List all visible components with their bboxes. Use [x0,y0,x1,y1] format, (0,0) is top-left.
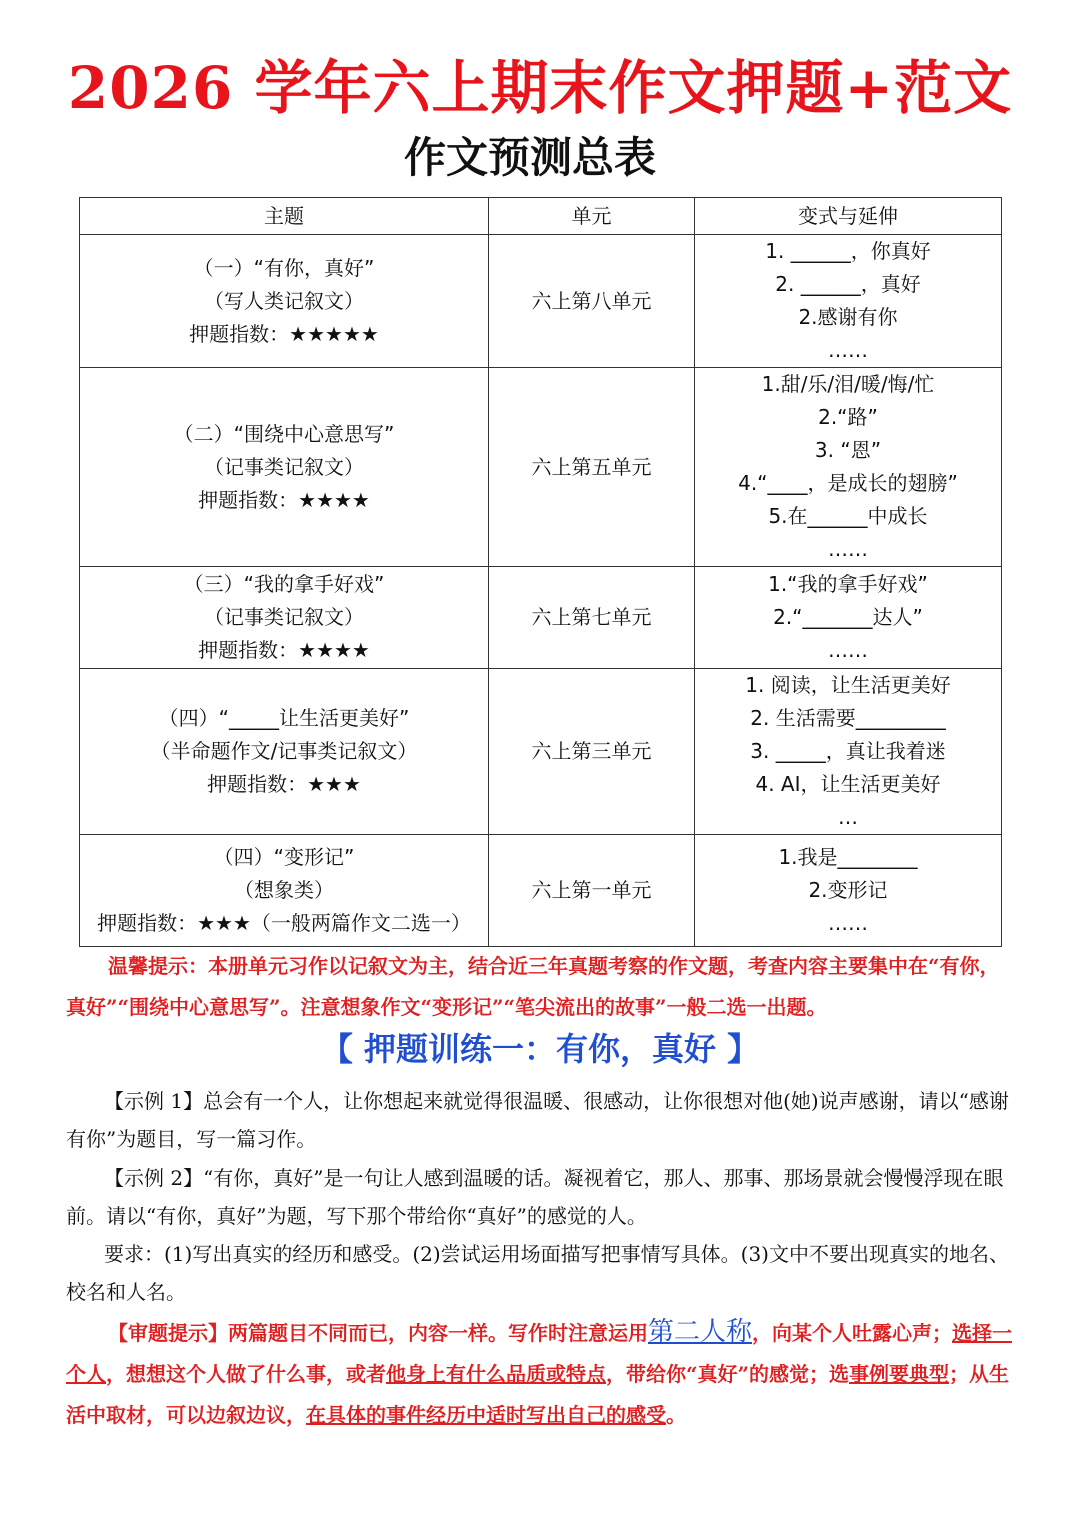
variant-item: 3. “恩” [814,438,882,462]
variant-item: 2. ______，真好 [775,272,921,296]
unit-cell: 六上第三单元 [489,669,695,835]
theme-type: （记事类记叙文） [204,454,364,479]
page-subtitle: 作文预测总表 [403,133,656,182]
theme-title: （四）“_____让生活更美好” [158,706,410,730]
variants-cell [695,835,1002,947]
unit-cell: 六上第一单元 [489,835,695,947]
page-title: 2026 学年六上期末作文押题+范文 [67,54,1013,122]
theme-type: （想象类） [234,878,334,902]
section-title: 【 押题训练一：有你，真好 】 [320,1030,760,1068]
prediction-table [79,197,1002,947]
theme-cell [80,835,489,947]
hint-text: ，向某个人吐露心声； [752,1321,953,1345]
variant-item: 1. ______，你真好 [765,239,931,263]
theme-rating: 押题指数：★★★（一般两篇作文二选一） [97,911,471,935]
variants-cell [695,669,1002,835]
variant-item: …… [828,911,868,935]
hint-underline: 事例要典型 [849,1362,950,1386]
theme-rating: 押题指数：★★★★ [198,638,370,662]
hint-text: ；从生活中取材，可以边叙边议， [66,1362,1010,1427]
table-row [80,669,1002,835]
hint-text: 。 [666,1403,686,1427]
theme-rating: 押题指数：★★★★ [198,487,370,512]
hint-text: ，带给你“真好”的感觉；选 [606,1362,850,1386]
variant-item: 5.在______中成长 [768,504,928,528]
header-variants: 变式与延伸 [695,198,1002,235]
hint-underline: 他身上有什么品质或特点 [386,1362,606,1386]
variants-cell [695,235,1002,368]
unit-cell: 六上第五单元 [489,368,695,567]
variant-item: …… [828,537,868,561]
theme-type: （记事类记叙文） [204,605,364,629]
variant-item: … [838,805,858,829]
table-header-row [80,198,1002,235]
variant-item: …… [828,638,868,662]
table-row [80,368,1002,567]
example-1: 【示例 1】总会有一个人，让你想起来就觉得很温暖、很感动，让你很想对他(她)说声感谢，请以“感谢有你”为题目，写一篇习作。 [66,1089,1009,1151]
header-theme: 主题 [80,198,489,235]
theme-cell [80,669,489,835]
theme-title: （一）“有你，真好” [193,255,375,280]
warm-tip: 温馨提示：本册单元习作以记叙文为主，结合近三年真题考察的作文题，考查内容主要集中在“有你，真好”“围绕中心意思写”。注意想象作文“变形记”“笔尖流出的故事”一般二选一出题。 [66,954,1000,1019]
variant-item: 1.“我的拿手好戏” [768,572,928,596]
variant-item: 2.“路” [818,405,878,429]
theme-rating: 押题指数：★★★★★ [189,321,379,346]
variant-item: 2.“_______达人” [773,605,923,629]
unit-cell: 六上第八单元 [489,235,695,368]
variant-item: 1.甜/乐/泪/暖/悔/忙 [761,372,935,396]
hint-second-person: 第二人称 [648,1317,753,1347]
requirements: 要求：(1)写出真实的经历和感受。(2)尝试运用场面描写把事情写具体。(3)文中不要出现真实的地名、校名和人名。 [66,1242,1009,1304]
review-hint [66,1312,1016,1436]
header-unit: 单元 [489,198,695,235]
variant-item: 2.感谢有你 [798,305,898,329]
variant-item: …… [828,338,868,362]
theme-title: （二）“围绕中心意思写” [173,421,395,446]
hint-text: ，想想这个人做了什么事，或者 [106,1362,386,1386]
variant-item: 4. AI，让生活更美好 [755,772,941,796]
variant-item: 1. 阅读，让生活更美好 [745,673,951,697]
table-row [80,235,1002,368]
table-row [80,835,1002,947]
variant-item: 4.“____，是成长的翅膀” [738,471,958,495]
theme-type: （半命题作文/记事类记叙文） [150,739,418,763]
variant-item: 3. _____，真让我着迷 [750,739,946,763]
table-row [80,567,1002,669]
variants-cell [695,567,1002,669]
example-2: 【示例 2】“有你，真好”是一句让人感到温暖的话。凝视着它，那人、那事、那场景就会慢慢浮现在眼前。请以“有你，真好”为题，写下那个带给你“真好”的感觉的人。 [66,1166,1004,1228]
theme-cell [80,567,489,669]
hint-text: 【审题提示】两篇题目不同而已，内容一样。写作时注意运用 [108,1321,648,1345]
hint-underline: 选择一个人 [66,1321,1013,1386]
hint-underline: 在具体的事件经历中适时写出自己的感受 [306,1403,666,1427]
variants-cell [695,368,1002,567]
variant-item: 2.变形记 [808,878,888,902]
theme-type: （写人类记叙文） [204,288,364,313]
theme-rating: 押题指数：★★★ [207,772,361,796]
variant-item: 2. 生活需要_________ [750,706,946,730]
theme-cell [80,368,489,567]
theme-cell [80,235,489,368]
theme-title: （四）“变形记” [213,845,355,869]
unit-cell: 六上第七单元 [489,567,695,669]
theme-title: （三）“我的拿手好戏” [183,572,385,596]
variant-item: 1.我是________ [778,845,918,869]
